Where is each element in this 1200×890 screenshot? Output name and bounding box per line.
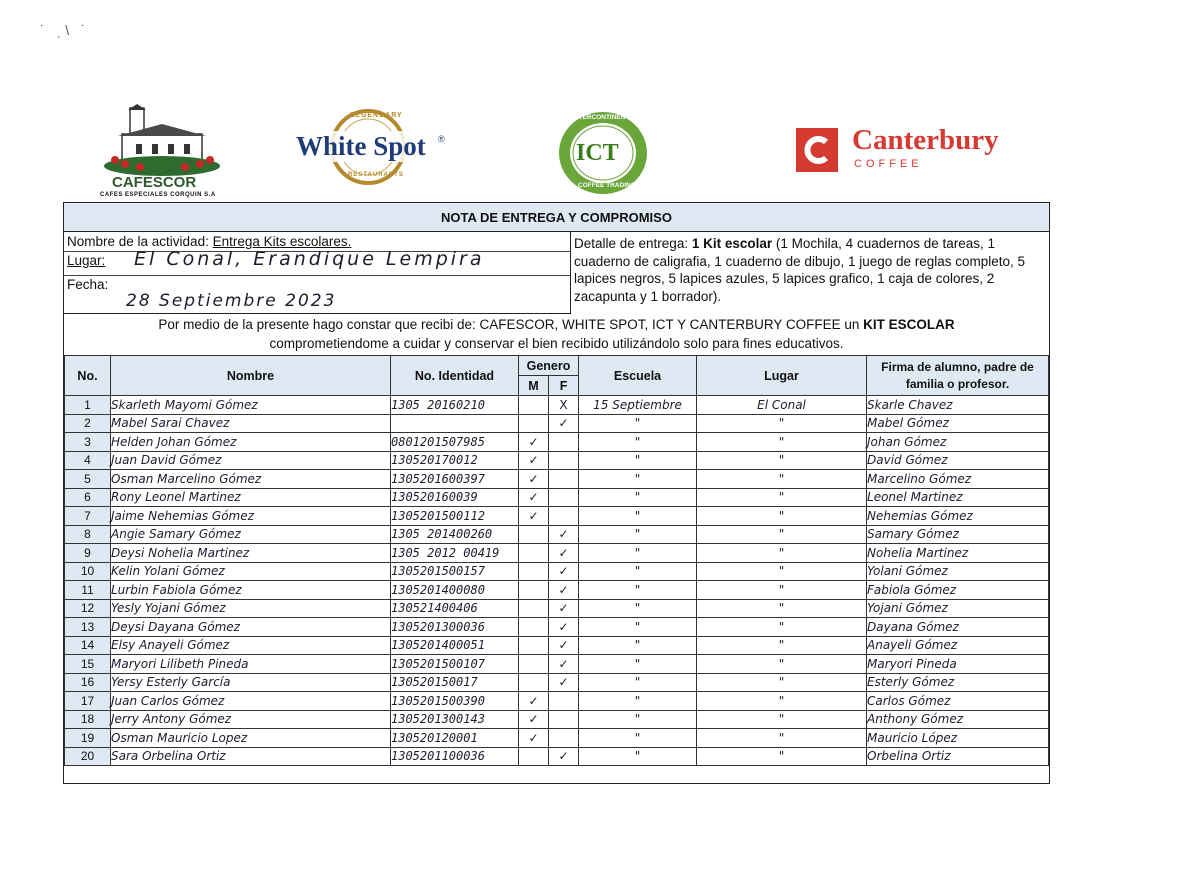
row-number: 8 — [65, 525, 111, 544]
row-school: " — [579, 581, 697, 600]
row-identity: 1305201300143 — [391, 710, 519, 729]
row-place: " — [697, 525, 867, 544]
table-row — [65, 618, 1049, 637]
row-number: 6 — [65, 488, 111, 507]
row-school: " — [579, 636, 697, 655]
row-school: " — [579, 673, 697, 692]
row-signature: Maryori Pineda — [867, 655, 1049, 674]
table-row — [65, 470, 1049, 489]
row-gender-m: ✓ — [519, 692, 549, 711]
canterbury-sub: COFFEE — [854, 158, 923, 170]
row-school: " — [579, 470, 697, 489]
row-school: " — [579, 525, 697, 544]
row-place: " — [697, 673, 867, 692]
row-name: Elsy Anayeli Gómez — [111, 636, 391, 655]
row-name: Juan Carlos Gómez — [111, 692, 391, 711]
row-school: " — [579, 618, 697, 637]
row-signature: Esterly Gómez — [867, 673, 1049, 692]
row-gender-m — [519, 655, 549, 674]
row-number: 3 — [65, 433, 111, 452]
table-row — [65, 692, 1049, 711]
row-number: 16 — [65, 673, 111, 692]
row-gender-f: X — [549, 396, 579, 415]
date-value: 28 Septiembre 2023 — [126, 291, 337, 311]
row-name: Yersy Esterly García — [111, 673, 391, 692]
row-identity: 1305201500157 — [391, 562, 519, 581]
row-identity: 130521400406 — [391, 599, 519, 618]
commit-line1: Por medio de la presente hago constar que recibi de: CAFESCOR, WHITE SPOT, ICT Y CANTERBURY COFFEE un — [158, 317, 860, 332]
row-gender-f: ✓ — [549, 636, 579, 655]
row-gender-m: ✓ — [519, 507, 549, 526]
row-number: 18 — [65, 710, 111, 729]
row-signature: Nohelia Martinez — [867, 544, 1049, 563]
row-identity: 0801201507985 — [391, 433, 519, 452]
form-title: NOTA DE ENTREGA Y COMPROMISO — [64, 203, 1049, 232]
canterbury-cup-icon — [796, 128, 840, 174]
commitment-text — [64, 313, 1049, 358]
row-gender-f — [549, 433, 579, 452]
row-name: Osman Mauricio Lopez — [111, 729, 391, 748]
row-school: " — [579, 414, 697, 433]
row-signature: Mabel Gómez — [867, 414, 1049, 433]
table-row — [65, 673, 1049, 692]
row-number: 5 — [65, 470, 111, 489]
row-place: El Conal — [697, 396, 867, 415]
row-gender-m — [519, 636, 549, 655]
row-identity: 1305201400051 — [391, 636, 519, 655]
row-number: 9 — [65, 544, 111, 563]
row-gender-f — [549, 692, 579, 711]
activity-row — [67, 234, 351, 249]
date-label: Fecha: — [67, 277, 109, 292]
row-gender-f — [549, 488, 579, 507]
row-school: 15 Septiembre — [579, 396, 697, 415]
row-gender-m — [519, 599, 549, 618]
row-signature: Nehemias Gómez — [867, 507, 1049, 526]
row-signature: David Gómez — [867, 451, 1049, 470]
row-gender-m: ✓ — [519, 433, 549, 452]
row-identity: 1305 20160210 — [391, 396, 519, 415]
commit-kit: KIT ESCOLAR — [863, 317, 955, 332]
table-row — [65, 655, 1049, 674]
detail-rest: (1 Mochila, 4 cuadernos de tareas, 1 cuaderno de caligrafia, 1 cuaderno de dibujo, 1 juego de reglas completo, 5 lapices negros, 5 lapices azules, 5 lapices grafico, 1 caja de colores, 2 zacapunta y 1 borrador). — [574, 236, 1026, 304]
row-number: 17 — [65, 692, 111, 711]
header-name: Nombre — [111, 356, 391, 396]
row-place: " — [697, 599, 867, 618]
header-m: M — [519, 376, 549, 396]
row-place: " — [697, 747, 867, 766]
row-gender-m — [519, 581, 549, 600]
row-place: " — [697, 692, 867, 711]
row-name: Jaime Nehemias Gómez — [111, 507, 391, 526]
row-number: 19 — [65, 729, 111, 748]
row-name: Maryori Lilibeth Pineda — [111, 655, 391, 674]
table-row — [65, 451, 1049, 470]
cafescor-name: CAFESCOR — [112, 174, 197, 191]
row-identity: 1305201500112 — [391, 507, 519, 526]
row-school: " — [579, 451, 697, 470]
row-gender-m — [519, 396, 549, 415]
table-row — [65, 599, 1049, 618]
row-signature: Carlos Gómez — [867, 692, 1049, 711]
row-name: Rony Leonel Martinez — [111, 488, 391, 507]
row-name: Sara Orbelina Ortiz — [111, 747, 391, 766]
row-identity: 1305201300036 — [391, 618, 519, 637]
row-number: 2 — [65, 414, 111, 433]
row-gender-f: ✓ — [549, 599, 579, 618]
row-signature: Orbelina Ortiz — [867, 747, 1049, 766]
row-signature: Fabiola Gómez — [867, 581, 1049, 600]
row-name: Mabel Sarai Chavez — [111, 414, 391, 433]
row-gender-m: ✓ — [519, 470, 549, 489]
header-id: No. Identidad — [391, 356, 519, 396]
table-row — [65, 562, 1049, 581]
row-gender-m — [519, 747, 549, 766]
whitespot-name: White Spot — [296, 131, 426, 161]
row-identity: 130520120001 — [391, 729, 519, 748]
recipients-table — [64, 355, 1049, 766]
table-row — [65, 747, 1049, 766]
row-gender-m: ✓ — [519, 451, 549, 470]
activity-label: Nombre de la actividad: — [67, 234, 209, 249]
row-signature: Johan Gómez — [867, 433, 1049, 452]
row-gender-f: ✓ — [549, 525, 579, 544]
row-school: " — [579, 692, 697, 711]
row-signature: Marcelino Gómez — [867, 470, 1049, 489]
ict-bottom-text: COFFEE TRADING — [578, 182, 636, 189]
row-name: Yesly Yojani Gómez — [111, 599, 391, 618]
row-school: " — [579, 729, 697, 748]
row-signature: Dayana Gómez — [867, 618, 1049, 637]
ict-top-text: INTERCONTINENTAL — [572, 114, 638, 121]
row-number: 1 — [65, 396, 111, 415]
row-name: Lurbin Fabiola Gómez — [111, 581, 391, 600]
row-gender-m: ✓ — [519, 729, 549, 748]
whitespot-top-text: LEGENDARY — [350, 112, 403, 119]
row-number: 11 — [65, 581, 111, 600]
table-row — [65, 488, 1049, 507]
row-place: " — [697, 636, 867, 655]
row-gender-m — [519, 562, 549, 581]
row-school: " — [579, 710, 697, 729]
row-gender-f: ✓ — [549, 544, 579, 563]
row-name: Deysi Dayana Gómez — [111, 618, 391, 637]
cafescor-logo — [100, 104, 225, 204]
row-place: " — [697, 470, 867, 489]
table-row — [65, 544, 1049, 563]
row-number: 7 — [65, 507, 111, 526]
row-signature: Yojani Gómez — [867, 599, 1049, 618]
row-school: " — [579, 599, 697, 618]
row-school: " — [579, 655, 697, 674]
ict-logo — [556, 110, 650, 196]
row-place: " — [697, 581, 867, 600]
table-row — [65, 636, 1049, 655]
row-identity: 1305201400080 — [391, 581, 519, 600]
row-number: 12 — [65, 599, 111, 618]
row-identity: 1305201500107 — [391, 655, 519, 674]
row-signature: Mauricio López — [867, 729, 1049, 748]
row-gender-m — [519, 618, 549, 637]
row-place: " — [697, 488, 867, 507]
canterbury-name: Canterbury — [852, 124, 999, 156]
row-gender-f — [549, 710, 579, 729]
row-gender-f: ✓ — [549, 673, 579, 692]
row-gender-f — [549, 507, 579, 526]
row-gender-m — [519, 673, 549, 692]
detail-bold: 1 Kit escolar — [691, 236, 773, 251]
row-gender-f: ✓ — [549, 562, 579, 581]
delivery-form — [63, 202, 1050, 784]
row-signature: Leonel Martinez — [867, 488, 1049, 507]
row-number: 20 — [65, 747, 111, 766]
row-name: Juan David Gómez — [111, 451, 391, 470]
row-place: " — [697, 618, 867, 637]
row-identity: 130520170012 — [391, 451, 519, 470]
header-f: F — [549, 376, 579, 396]
row-gender-f — [549, 451, 579, 470]
row-school: " — [579, 562, 697, 581]
row-place: " — [697, 414, 867, 433]
header-escuela: Escuela — [579, 356, 697, 396]
row-place: " — [697, 507, 867, 526]
row-gender-f — [549, 470, 579, 489]
row-gender-f: ✓ — [549, 581, 579, 600]
row-gender-f: ✓ — [549, 655, 579, 674]
row-place: " — [697, 562, 867, 581]
header-lugar: Lugar — [697, 356, 867, 396]
row-signature: Anthony Gómez — [867, 710, 1049, 729]
row-place: " — [697, 433, 867, 452]
row-gender-f — [549, 729, 579, 748]
header-firma: Firma de alumno, padre de familia o profesor. — [867, 356, 1049, 396]
place-label: Lugar: — [67, 253, 106, 268]
row-name: Jerry Antony Gómez — [111, 710, 391, 729]
place-value: El Conal, Erandique Lempira — [134, 248, 485, 270]
row-identity: 1305201600397 — [391, 470, 519, 489]
row-gender-m: ✓ — [519, 710, 549, 729]
row-signature: Anayeli Gómez — [867, 636, 1049, 655]
delivery-detail — [574, 235, 1044, 305]
activity-value: Entrega Kits escolares. — [212, 234, 352, 249]
table-row — [65, 525, 1049, 544]
table-row — [65, 507, 1049, 526]
row-signature: Samary Gómez — [867, 525, 1049, 544]
row-identity: 1305201500390 — [391, 692, 519, 711]
row-name: Deysi Nohelia Martinez — [111, 544, 391, 563]
row-name: Kelin Yolani Gómez — [111, 562, 391, 581]
whitespot-logo — [292, 108, 454, 186]
row-place: " — [697, 544, 867, 563]
row-identity: 130520160039 — [391, 488, 519, 507]
row-gender-m: ✓ — [519, 488, 549, 507]
registered-icon: ® — [438, 134, 445, 144]
row-name: Angie Samary Gómez — [111, 525, 391, 544]
canterbury-logo — [796, 124, 1036, 176]
row-place: " — [697, 729, 867, 748]
row-gender-m — [519, 525, 549, 544]
header-no: No. — [65, 356, 111, 396]
row-identity: 1305 2012 00419 — [391, 544, 519, 563]
row-gender-f: ✓ — [549, 747, 579, 766]
cafescor-subtitle: CAFES ESPECIALES CORQUIN S.A — [100, 192, 216, 198]
row-school: " — [579, 544, 697, 563]
header-genero: Genero — [519, 356, 579, 376]
commit-line2: comprometiendome a cuidar y conservar el bien recibido utilizándolo solo para fines educativos. — [269, 336, 844, 351]
row-identity: 1305 201400260 — [391, 525, 519, 544]
table-row — [65, 414, 1049, 433]
activity-info — [64, 231, 571, 314]
row-place: " — [697, 451, 867, 470]
row-identity — [391, 414, 519, 433]
table-row — [65, 396, 1049, 415]
whitespot-bottom-text: RESTAURANTS — [348, 172, 404, 178]
row-name: Skarleth Mayomi Gómez — [111, 396, 391, 415]
row-name: Helden Johan Gómez — [111, 433, 391, 452]
row-identity: 130520150017 — [391, 673, 519, 692]
row-place: " — [697, 655, 867, 674]
row-gender-m — [519, 544, 549, 563]
ict-name: ICT — [576, 140, 619, 166]
row-school: " — [579, 747, 697, 766]
row-signature: Yolani Gómez — [867, 562, 1049, 581]
row-school: " — [579, 433, 697, 452]
table-row — [65, 581, 1049, 600]
row-school: " — [579, 507, 697, 526]
row-identity: 1305201100036 — [391, 747, 519, 766]
detail-prefix: Detalle de entrega: — [574, 236, 689, 251]
row-number: 10 — [65, 562, 111, 581]
table-row — [65, 729, 1049, 748]
row-gender-m — [519, 414, 549, 433]
row-number: 14 — [65, 636, 111, 655]
table-row — [65, 433, 1049, 452]
table-row — [65, 710, 1049, 729]
row-signature: Skarle Chavez — [867, 396, 1049, 415]
row-number: 4 — [65, 451, 111, 470]
row-number: 13 — [65, 618, 111, 637]
row-name: Osman Marcelino Gómez — [111, 470, 391, 489]
row-number: 15 — [65, 655, 111, 674]
row-school: " — [579, 488, 697, 507]
row-place: " — [697, 710, 867, 729]
row-gender-f: ✓ — [549, 618, 579, 637]
row-gender-f: ✓ — [549, 414, 579, 433]
scan-specks: ˙ ˌ\ ˙ — [40, 22, 90, 38]
